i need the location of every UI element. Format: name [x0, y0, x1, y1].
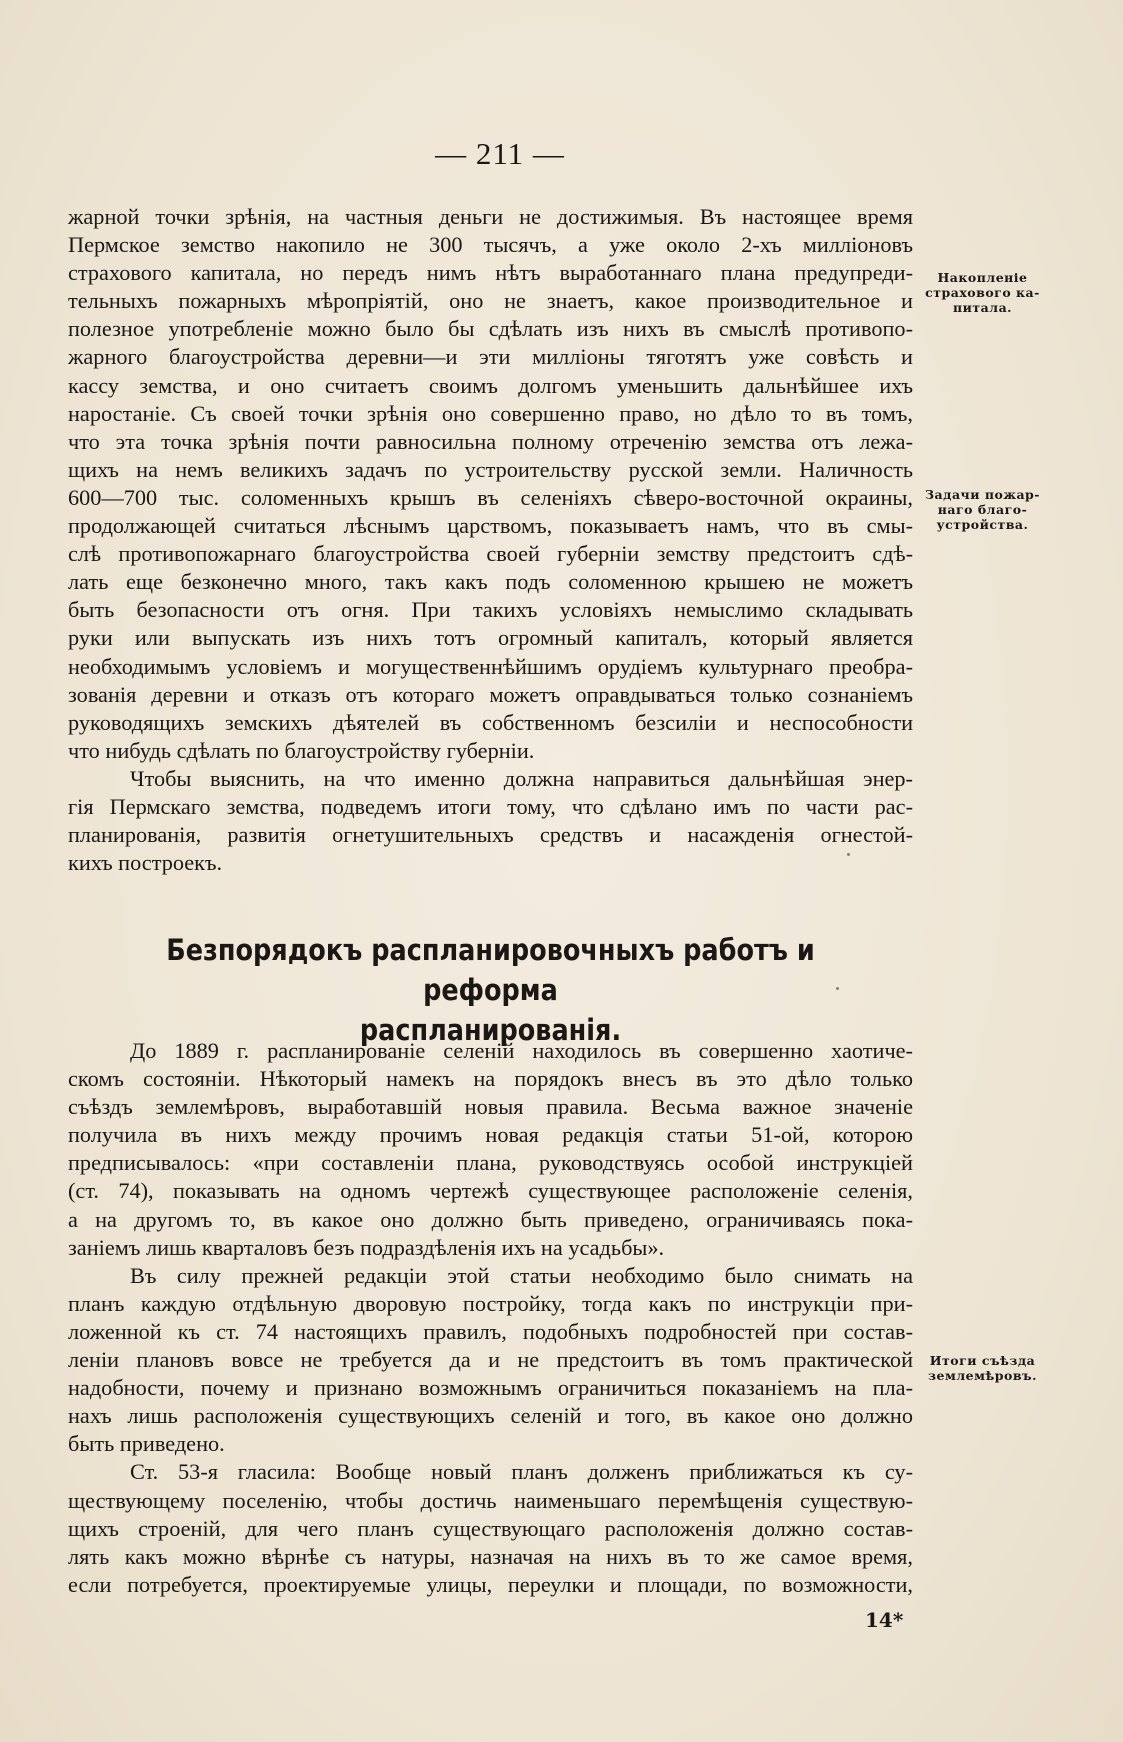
- text-line: жарного благоустройства деревни—и эти милліоны тяготятъ уже совѣсть и: [68, 344, 913, 370]
- text-line: Въ силу прежней редакціи этой статьи необходимо было снимать на: [130, 1262, 913, 1288]
- text-line: лять какъ можно вѣрнѣе съ натуры, назначая на нихъ въ то же самое время,: [68, 1543, 913, 1569]
- body-text-block-2: [68, 1037, 913, 1599]
- text-line: слѣ противопожарнаго благоустройства своей губерніи земству предстоитъ сдѣ-: [68, 541, 913, 567]
- text-line: зованія деревни и отказъ отъ котораго можетъ оправдываться только сознаніемъ: [68, 681, 913, 707]
- text-line: продолжающей считаться лѣснымъ царствомъ, показываетъ намъ, что въ смы-: [68, 513, 913, 539]
- margin-note-line: страхового ка-: [925, 285, 1040, 300]
- body-text-block-1: [68, 203, 913, 877]
- text-line: что эта точка зрѣнія почти равносильна полному отреченію земства отъ лежа-: [68, 428, 913, 454]
- text-line: тельныхъ пожарныхъ мѣропріятій, оно не знаетъ, какое производительное и: [68, 288, 913, 314]
- text-line: кихъ построекъ.: [68, 850, 223, 876]
- text-line: планированія, развитія огнетушительныхъ средствъ и насажденія огнестой-: [68, 822, 913, 848]
- signature-mark: 14*: [865, 1608, 904, 1632]
- text-line: страхового капитала, но передъ нимъ нѣтъ выработаннаго плана предупреди-: [68, 260, 913, 286]
- text-line: кассу земства, и оно считаетъ своимъ долгомъ уменьшить дальнѣйшее ихъ: [68, 372, 913, 398]
- section-heading-line-1: Безпорядокъ распланировочныхъ работъ и реформа: [166, 933, 815, 1007]
- text-line: До 1889 г. распланированіе селеній находилось въ совершенно хаотиче-: [130, 1038, 913, 1063]
- text-line: гія Пермскаго земства, подведемъ итоги тому, что сдѣлано имъ по части рас-: [68, 793, 913, 819]
- text-line: получила въ нихъ между прочимъ новая редакція статьи 51-ой, которою: [68, 1122, 913, 1148]
- text-line: скомъ состояніи. Нѣкоторый намекъ на порядокъ внесъ въ это дѣло только: [68, 1066, 913, 1092]
- text-line: жарной точки зрѣнія, на частныя деньги не достижимыя. Въ настоящее время: [68, 204, 913, 229]
- text-line: леніи плановъ вовсе не требуется да и не предстоитъ въ томъ практической: [68, 1347, 913, 1373]
- text-line: быть приведено.: [68, 1431, 225, 1457]
- margin-note-line: наго благо-: [937, 502, 1028, 517]
- text-line: надобности, почему и признано возможнымъ ограничиться показаніемъ на пла-: [68, 1375, 913, 1401]
- text-line: заніемъ лишь кварталовъ безъ подраздѣленія ихъ на усадьбы».: [68, 1234, 665, 1260]
- margin-note-surveyors-congress: [915, 1353, 1050, 1383]
- margin-note-line: Задачи пожар-: [925, 487, 1040, 502]
- section-heading: [119, 930, 863, 1050]
- text-line: Ст. 53-я гласила: Вообще новый планъ долженъ приближаться къ су-: [130, 1459, 913, 1485]
- text-line: предписывалось: «при составленіи плана, руководствуясь особой инструкціей: [68, 1150, 913, 1176]
- text-line: руки или выпускать изъ нихъ тотъ огромный капиталъ, который является: [68, 625, 913, 651]
- text-line: если потребуется, проектируемые улицы, переулки и площади, по возможности,: [68, 1571, 913, 1597]
- page-number: — 211 —: [435, 136, 565, 171]
- text-line: планъ каждую отдѣльную дворовую постройку, тогда какъ по инструкціи при-: [68, 1290, 913, 1316]
- text-line: щихъ на немъ великихъ задачъ по устроительству русской земли. Наличность: [68, 456, 913, 482]
- text-line: наростаніе. Съ своей точки зрѣнія оно совершенно право, но дѣло то въ томъ,: [68, 400, 913, 426]
- text-line: быть безопасности отъ огня. При такихъ условіяхъ немыслимо складывать: [68, 597, 913, 623]
- margin-note-insurance-capital: [915, 270, 1050, 315]
- margin-note-line: устройства.: [936, 517, 1029, 532]
- text-line: нахъ лишь расположенія существующихъ селеній и того, въ какое оно должно: [68, 1403, 913, 1429]
- text-line: съѣздъ землемѣровъ, выработавшій новыя правила. Весьма важное значеніе: [68, 1094, 913, 1120]
- text-line: ложенной къ ст. 74 настоящихъ правилъ, подобныхъ подробностей при состав-: [68, 1318, 913, 1344]
- margin-note-line: Накопленіе: [937, 270, 1028, 285]
- text-line: Чтобы выяснить, на что именно должна направиться дальнѣйшая энер-: [130, 765, 913, 791]
- margin-note-line: землемѣровъ.: [928, 1368, 1037, 1383]
- margin-note-line: Итоги съѣзда: [929, 1353, 1036, 1368]
- paper-speck: [836, 987, 839, 990]
- text-line: 600—700 тыс. соломенныхъ крышъ въ селеніяхъ сѣверо-восточной окраины,: [68, 484, 913, 510]
- text-line: полезное употребленіе можно было бы сдѣлать изъ нихъ въ смыслѣ противопо-: [68, 316, 913, 342]
- text-line: щихъ строеній, для чего планъ существующаго расположенія должно состав-: [68, 1515, 913, 1541]
- text-line: (ст. 74), показывать на одномъ чертежѣ существующее расположеніе селенія,: [68, 1178, 913, 1204]
- text-line: ществующему поселенію, чтобы достичь наименьшаго перемѣщенія существую-: [68, 1487, 913, 1513]
- paper-speck: [847, 853, 850, 856]
- text-line: а на другомъ то, въ какое оно должно быть приведено, ограничиваясь пока-: [68, 1206, 913, 1232]
- text-line: необходимымъ условіемъ и могущественнѣйшимъ орудіемъ культурнаго преобра-: [68, 653, 913, 679]
- text-line: Пермское земство накопило не 300 тысячъ, а уже около 2-хъ милліоновъ: [68, 232, 913, 258]
- text-line: руководящихъ земскихъ дѣятелей въ собственномъ безсиліи и неспособности: [68, 709, 913, 735]
- margin-note-fire-tasks: [915, 487, 1050, 532]
- text-line: что нибудь сдѣлать по благоустройству губерніи.: [68, 737, 535, 763]
- section-heading-line-2: распланированія.: [359, 1013, 622, 1047]
- margin-note-line: питала.: [952, 300, 1013, 315]
- text-line: лать еще безконечно много, такъ какъ подъ соломенною крышею не можетъ: [68, 569, 913, 595]
